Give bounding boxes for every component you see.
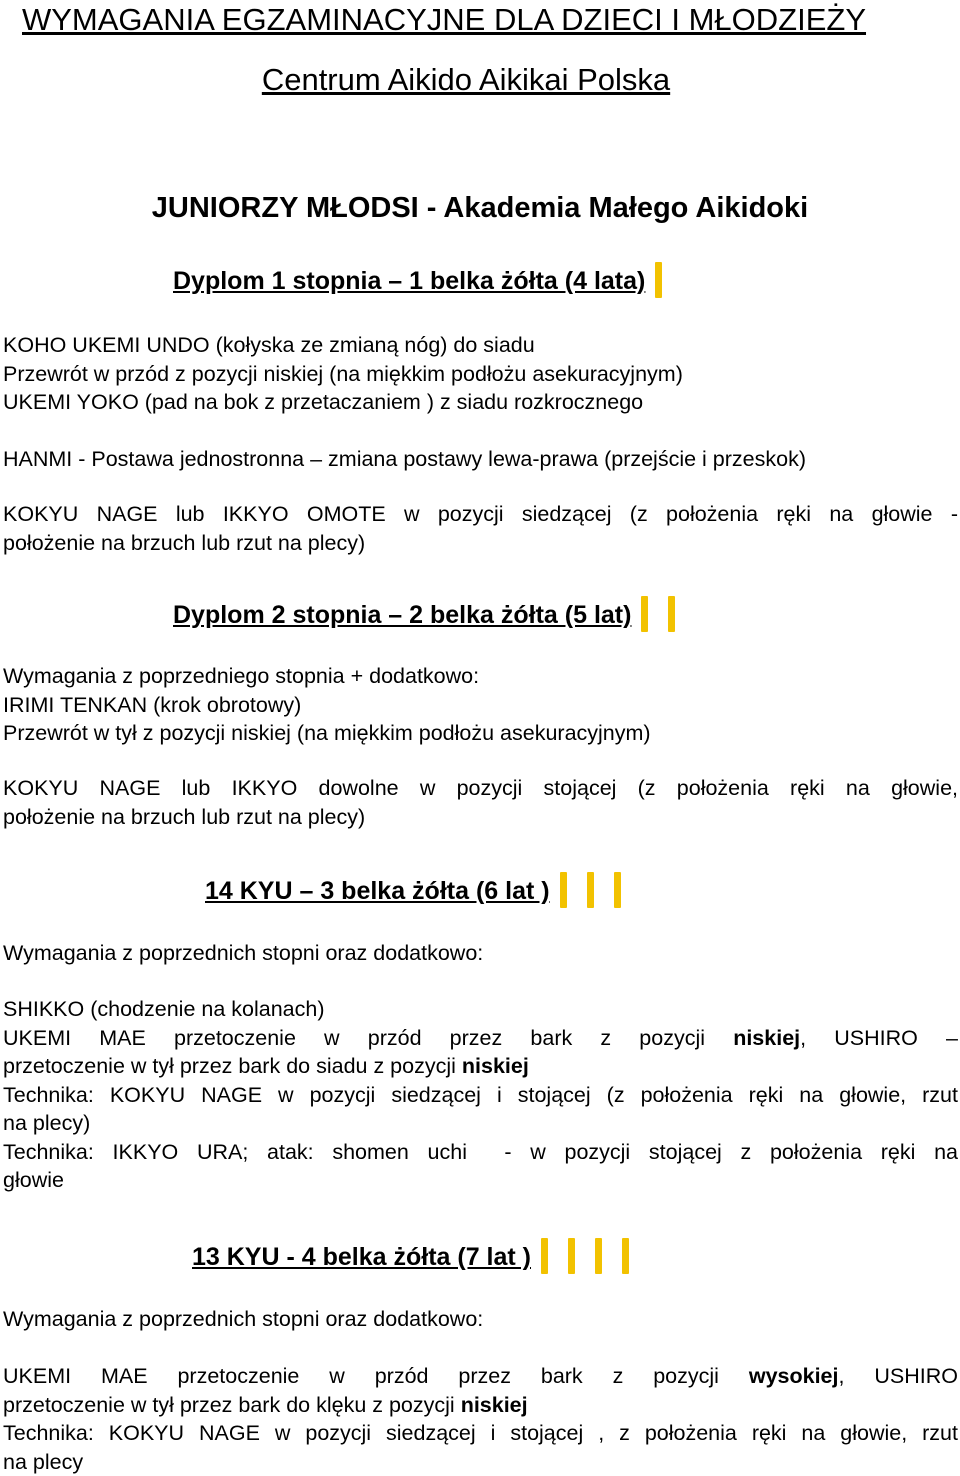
requirement-line: przetoczenie w tył przez bark do siadu z pozycji niskiej xyxy=(3,1052,958,1081)
requirement-line: na plecy xyxy=(3,1448,958,1476)
level-1-heading-text: Dyplom 1 stopnia – 1 belka żółta (4 lata) xyxy=(173,267,645,295)
requirement-line: KOKYU NAGE lub IKKYO OMOTE w pozycji siedzącej (z położenia ręki na głowie - xyxy=(3,500,958,529)
requirement-line: głowie xyxy=(3,1166,958,1195)
level-3-heading xyxy=(205,872,621,908)
requirement-line: Przewrót w tył z pozycji niskiej (na miękkim podłożu asekuracyjnym) xyxy=(3,719,958,748)
level-2-heading xyxy=(173,596,675,632)
section-title: JUNIORZY MŁODSI - Akademia Małego Aikidoki xyxy=(0,190,960,226)
requirement-line: Wymagania z poprzednich stopni oraz dodatkowo: xyxy=(3,939,958,968)
requirement-line: IRIMI TENKAN (krok obrotowy) xyxy=(3,691,958,720)
requirement-line: KOKYU NAGE lub IKKYO dowolne w pozycji stojącej (z położenia ręki na głowie, xyxy=(3,774,958,803)
document-title: WYMAGANIA EGZAMINACYJNE DLA DZIECI I MŁODZIEŻY xyxy=(22,0,866,40)
yellow-belt-stripe-icon xyxy=(568,1238,575,1274)
yellow-belt-stripe-icon xyxy=(595,1238,602,1274)
yellow-belt-stripe-icon xyxy=(641,596,648,632)
requirement-line: na plecy) xyxy=(3,1109,958,1138)
level-4-heading xyxy=(192,1238,629,1274)
requirement-line: Technika: KOKYU NAGE w pozycji siedzącej i stojącej (z położenia ręki na głowie, rzut xyxy=(3,1081,958,1110)
level-1-requirements xyxy=(3,331,958,417)
level-1-heading xyxy=(173,262,662,298)
yellow-belt-stripe-icon xyxy=(541,1238,548,1274)
requirement-line: Technika: KOKYU NAGE w pozycji siedzącej i stojącej , z położenia ręki na głowie, rzut xyxy=(3,1419,958,1448)
requirement-line: HANMI - Postawa jednostronna – zmiana postawy lewa-prawa (przejście i przeskok) xyxy=(3,445,958,474)
yellow-belt-stripe-icon xyxy=(655,262,662,298)
requirement-line: Technika: IKKYO URA; atak: shomen uchi - w pozycji stojącej z położenia ręki na xyxy=(3,1138,958,1167)
yellow-belt-stripe-icon xyxy=(560,872,567,908)
level-4-heading-text: 13 KYU - 4 belka żółta (7 lat ) xyxy=(192,1243,531,1271)
requirement-line: Wymagania z poprzednich stopni oraz dodatkowo: xyxy=(3,1305,958,1334)
yellow-belt-stripe-icon xyxy=(587,872,594,908)
level-1-technique xyxy=(3,500,958,557)
requirement-line: SHIKKO (chodzenie na kolanach) xyxy=(3,995,958,1024)
organization-name: Centrum Aikido Aikikai Polska xyxy=(0,60,932,100)
level-3-requirements xyxy=(3,995,958,1195)
level-4-requirements xyxy=(3,1362,958,1476)
requirement-line: UKEMI YOKO (pad na bok z przetaczaniem ) z siadu rozkrocznego xyxy=(3,388,958,417)
level-2-technique xyxy=(3,774,958,831)
level-2-requirements xyxy=(3,662,958,748)
yellow-belt-stripe-icon xyxy=(622,1238,629,1274)
level-3-heading-text: 14 KYU – 3 belka żółta (6 lat ) xyxy=(205,877,550,905)
yellow-belt-stripe-icon xyxy=(614,872,621,908)
requirement-line: Wymagania z poprzedniego stopnia + dodatkowo: xyxy=(3,662,958,691)
requirement-line: UKEMI MAE przetoczenie w przód przez bark z pozycji niskiej, USHIRO – xyxy=(3,1024,958,1053)
requirement-line: położenie na brzuch lub rzut na plecy) xyxy=(3,529,958,558)
requirement-line: przetoczenie w tył przez bark do klęku z pozycji niskiej xyxy=(3,1391,958,1420)
level-2-heading-text: Dyplom 2 stopnia – 2 belka żółta (5 lat) xyxy=(173,601,631,629)
requirement-line: KOHO UKEMI UNDO (kołyska ze zmianą nóg) do siadu xyxy=(3,331,958,360)
requirement-line: Przewrót w przód z pozycji niskiej (na miękkim podłożu asekuracyjnym) xyxy=(3,360,958,389)
requirement-line: UKEMI MAE przetoczenie w przód przez bark z pozycji wysokiej, USHIRO xyxy=(3,1362,958,1391)
requirement-line: położenie na brzuch lub rzut na plecy) xyxy=(3,803,958,832)
yellow-belt-stripe-icon xyxy=(668,596,675,632)
